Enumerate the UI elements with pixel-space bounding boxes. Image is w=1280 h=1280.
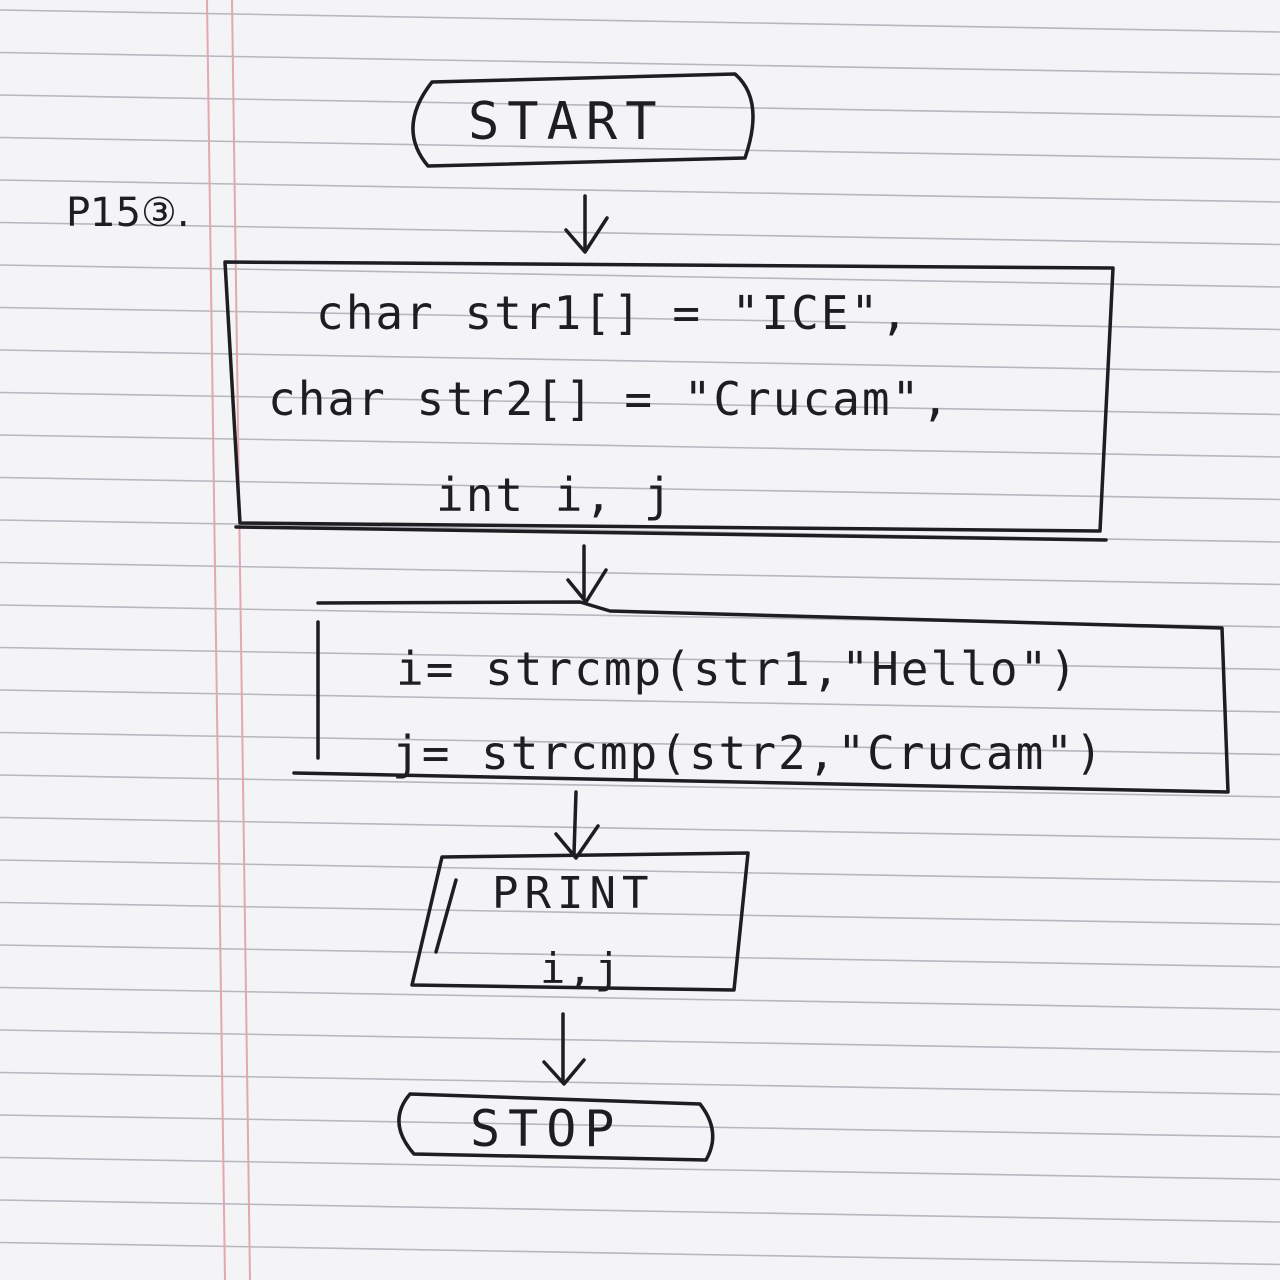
arrow-assign-to-print <box>556 792 598 858</box>
margin-line-left <box>207 0 225 1280</box>
ruled-line <box>0 563 1280 585</box>
ruled-line <box>0 10 1280 32</box>
stop-label: STOP <box>470 1100 623 1158</box>
ruled-line <box>0 180 1280 202</box>
ruled-line <box>0 1030 1280 1052</box>
ruled-line <box>0 1200 1280 1222</box>
ruled-line <box>0 1073 1280 1095</box>
declare-line-2: char str2[] = "Crucam", <box>268 372 951 426</box>
declare-line-1: char str1[] = "ICE", <box>316 286 910 340</box>
assign-line-1: i= strcmp(str1,"Hello") <box>396 642 1079 696</box>
declare-line-3: int i, j <box>436 468 674 522</box>
ruled-line <box>0 1158 1280 1180</box>
ruled-line <box>0 223 1280 245</box>
ruled-line <box>0 988 1280 1010</box>
assign-line-2: j= strcmp(str2,"Crucam") <box>392 726 1105 780</box>
arrow-start-to-declare <box>566 196 607 252</box>
problem-label: P15③. <box>66 190 190 236</box>
margin-line-right <box>232 0 250 1280</box>
start-label: START <box>468 92 665 152</box>
arrow-declare-to-assign <box>568 546 606 602</box>
ruled-line <box>0 945 1280 967</box>
ruled-line <box>0 818 1280 840</box>
ruled-line <box>0 435 1280 457</box>
ruled-line <box>0 1243 1280 1265</box>
print-label: PRINT <box>492 868 655 919</box>
arrow-print-to-stop <box>544 1014 584 1084</box>
ruled-line <box>0 1115 1280 1137</box>
print-variables: i,j <box>540 944 622 993</box>
ruled-line <box>0 53 1280 75</box>
ruled-line <box>0 350 1280 372</box>
